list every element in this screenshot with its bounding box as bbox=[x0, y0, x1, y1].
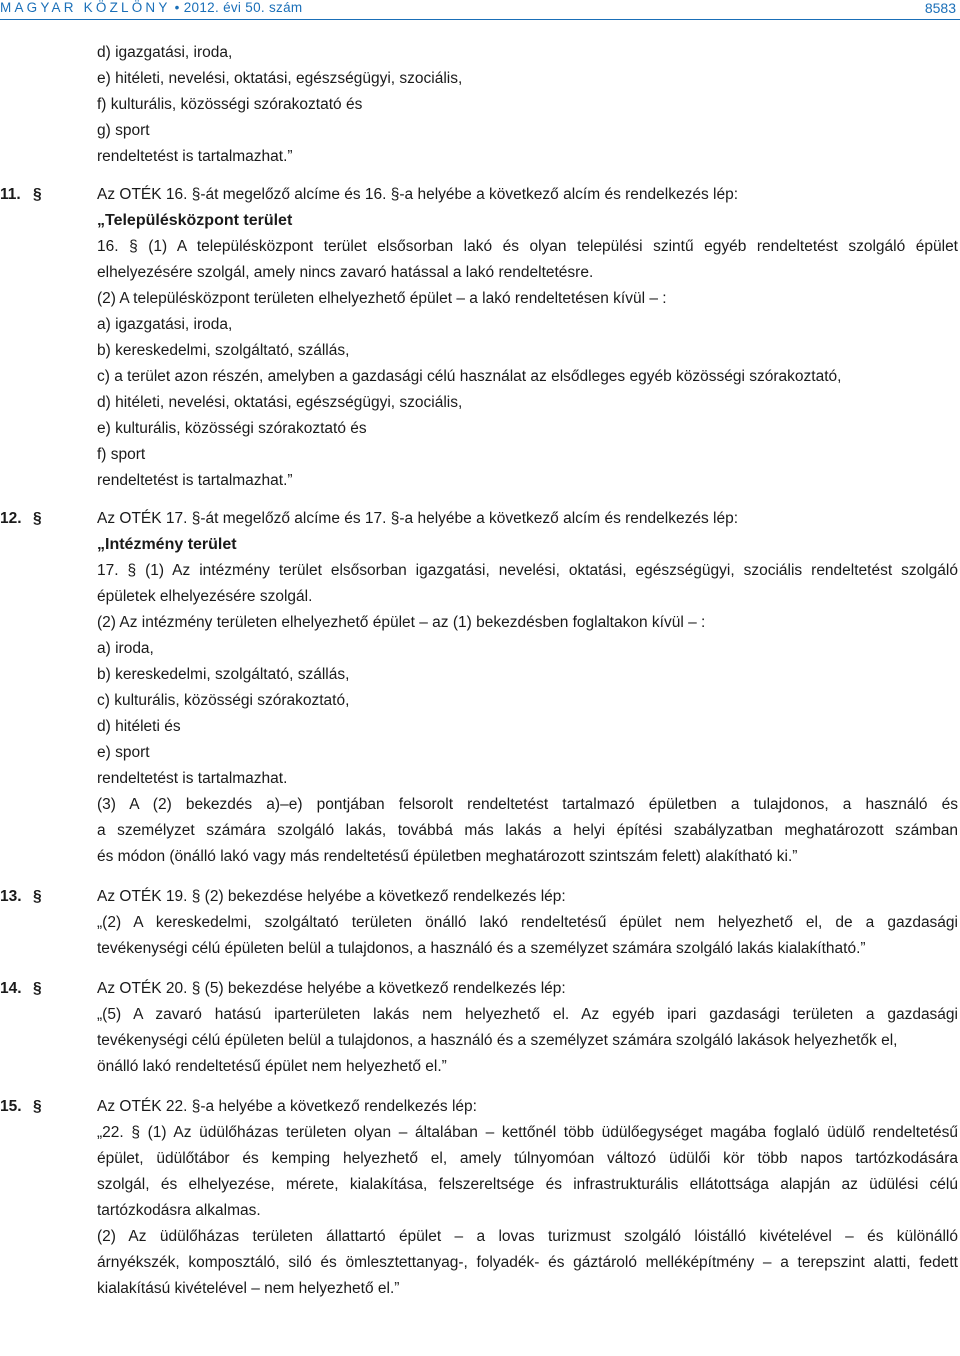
text-line: rendeltetést is tartalmazhat.” bbox=[97, 148, 293, 165]
text-line: elhelyezésére szolgál, amely nincs zavaró hatással a lakó rendeltetésre. bbox=[97, 264, 594, 281]
text-line: árnyékszék, komposztáló, siló és ömlesztettanyag-, folyadék- és gáztároló melléképítmény – a terepszint alatti, fedett bbox=[97, 1254, 958, 1271]
text-line: 17. § (1) Az intézmény terület elsősorban igazgatási, nevelési, oktatási, egészségügyi, szociális rendeltetést szolgáló bbox=[97, 562, 958, 579]
page-header bbox=[0, 0, 960, 19]
bullet-separator: • bbox=[174, 0, 180, 15]
text-line: „22. § (1) Az üdülőházas területen olyan – általában – kettőnél több üdülőegységet magába foglaló üdülő rendeltetésű bbox=[97, 1124, 958, 1141]
list-item: c) kulturális, közösségi szórakoztató, bbox=[97, 692, 350, 709]
text-line: „(5) A zavaró hatású iparterületen lakás nem helyezhető el. Az egyéb ipari gazdasági területen a gazdasági bbox=[97, 1006, 958, 1023]
list-item: e) kulturális, közösségi szórakoztató és bbox=[97, 420, 367, 437]
list-item: f) sport bbox=[97, 446, 146, 463]
section-12 bbox=[0, 506, 960, 532]
text-line: rendeltetést is tartalmazhat. bbox=[97, 770, 288, 787]
section-13 bbox=[0, 884, 960, 910]
text-line: (3) A (2) bekezdés a)–e) pontjában felsorolt rendeltetést tartalmazó épületben a tulajdonos, a használó és bbox=[97, 796, 958, 813]
text-line: épületek elhelyezésére szolgál. bbox=[97, 588, 313, 605]
list-item: d) hitéleti és bbox=[97, 718, 181, 735]
section-text: Az OTÉK 16. §-át megelőző alcíme és 16. §-a helyébe a következő alcím és rendelkezés lép: bbox=[97, 186, 738, 203]
text-line: a személyzet számára szolgáló lakás, továbbá más lakás a helyi építési szabályzatban meghatározott számban bbox=[97, 822, 958, 839]
section-number: 12. bbox=[0, 510, 22, 527]
list-item: a) igazgatási, iroda, bbox=[97, 316, 233, 333]
subtitle: „Településközpont terület bbox=[97, 212, 293, 229]
section-number: 14. bbox=[0, 980, 22, 997]
section-symbol: § bbox=[33, 980, 42, 997]
list-item: g) sport bbox=[97, 122, 150, 139]
document-body bbox=[0, 40, 960, 1302]
text-line: önálló lakó rendeltetésű épület nem helyezhető el.” bbox=[97, 1058, 447, 1075]
page-number: 8583 bbox=[924, 0, 956, 16]
section-number: 11. bbox=[0, 186, 21, 203]
list-item: c) a terület azon részén, amelyben a gazdasági célú használat az elsődleges egyéb közösségi szórakoztató, bbox=[97, 368, 842, 385]
text-line: és módon (önálló lakó vagy más rendeltetésű épületben meghatározott szintszám felett) alakítható ki.” bbox=[97, 848, 798, 865]
section-11 bbox=[0, 182, 960, 208]
section-number: 13. bbox=[0, 888, 22, 905]
header-rule bbox=[0, 19, 960, 20]
section-symbol: § bbox=[33, 186, 42, 203]
section-symbol: § bbox=[33, 888, 42, 905]
list-item: d) hitéleti, nevelési, oktatási, egészségügyi, szociális, bbox=[97, 394, 463, 411]
text-line: „(2) A kereskedelmi, szolgáltató területen önálló lakó rendeltetésű épület nem helyezhető el, de a gazdasági bbox=[97, 914, 958, 931]
section-text: Az OTÉK 20. § (5) bekezdése helyébe a következő rendelkezés lép: bbox=[97, 980, 566, 997]
text-line: (2) A településközpont területen elhelyezhető épület – a lakó rendeltetésen kívül – : bbox=[97, 290, 667, 307]
section-14 bbox=[0, 976, 960, 1002]
text-line: 16. § (1) A településközpont terület elsősorban lakó és olyan települési szintű egyéb rendeltetést szolgáló épület bbox=[97, 238, 958, 255]
list-item: e) sport bbox=[97, 744, 150, 761]
list-item: d) igazgatási, iroda, bbox=[97, 44, 233, 61]
list-item: e) hitéleti, nevelési, oktatási, egészségügyi, szociális, bbox=[97, 70, 463, 87]
text-line: tevékenységi célú épületen belül a tulajdonos, a használó és a személyzet számára szolgáló lakások helyezhetők el, bbox=[97, 1032, 898, 1049]
text-line: (2) Az intézmény területen elhelyezhető épület – az (1) bekezdésben foglaltakon kívül – : bbox=[97, 614, 706, 631]
section-15 bbox=[0, 1094, 960, 1120]
issue-label: 2012. évi 50. szám bbox=[183, 0, 303, 15]
subtitle: „Intézmény terület bbox=[97, 536, 237, 553]
running-head bbox=[0, 0, 302, 15]
text-line: (2) Az üdülőházas területen állattartó épület – a lovas turizmust szolgáló lóistálló kivételével – és különálló bbox=[97, 1228, 958, 1245]
list-item: b) kereskedelmi, szolgáltató, szállás, bbox=[97, 666, 350, 683]
text-line: kialakítású kivételével – nem helyezhető el.” bbox=[97, 1280, 400, 1297]
section-text: Az OTÉK 19. § (2) bekezdése helyébe a következő rendelkezés lép: bbox=[97, 888, 566, 905]
text-line: tartózkodásra alkalmas. bbox=[97, 1202, 261, 1219]
list-item: b) kereskedelmi, szolgáltató, szállás, bbox=[97, 342, 350, 359]
text-line: épület, üdülőtábor és kemping helyezhető el, amely túlnyomóan változó üdülői kör több napos tartózkodására bbox=[97, 1150, 958, 1167]
section-text: Az OTÉK 17. §-át megelőző alcíme és 17. §-a helyébe a következő alcím és rendelkezés lép: bbox=[97, 510, 738, 527]
section-symbol: § bbox=[33, 510, 42, 527]
text-line: rendeltetést is tartalmazhat.” bbox=[97, 472, 293, 489]
section-text: Az OTÉK 22. §-a helyébe a következő rendelkezés lép: bbox=[97, 1098, 477, 1115]
text-line: szolgál, és elhelyezése, mérete, kialakítása, felszereltsége és infrastrukturális ellátottsága alapján az üdülési célú bbox=[97, 1176, 958, 1193]
list-item: f) kulturális, közösségi szórakoztató és bbox=[97, 96, 363, 113]
text-line: tevékenységi célú épületen belül a tulajdonos, a használó és a személyzet számára szolgáló lakás kialakítható.” bbox=[97, 940, 866, 957]
list-item: a) iroda, bbox=[97, 640, 154, 657]
section-number: 15. bbox=[0, 1098, 22, 1115]
journal-title: MAGYAR KÖZLÖNY bbox=[0, 0, 171, 15]
section-symbol: § bbox=[33, 1098, 42, 1115]
